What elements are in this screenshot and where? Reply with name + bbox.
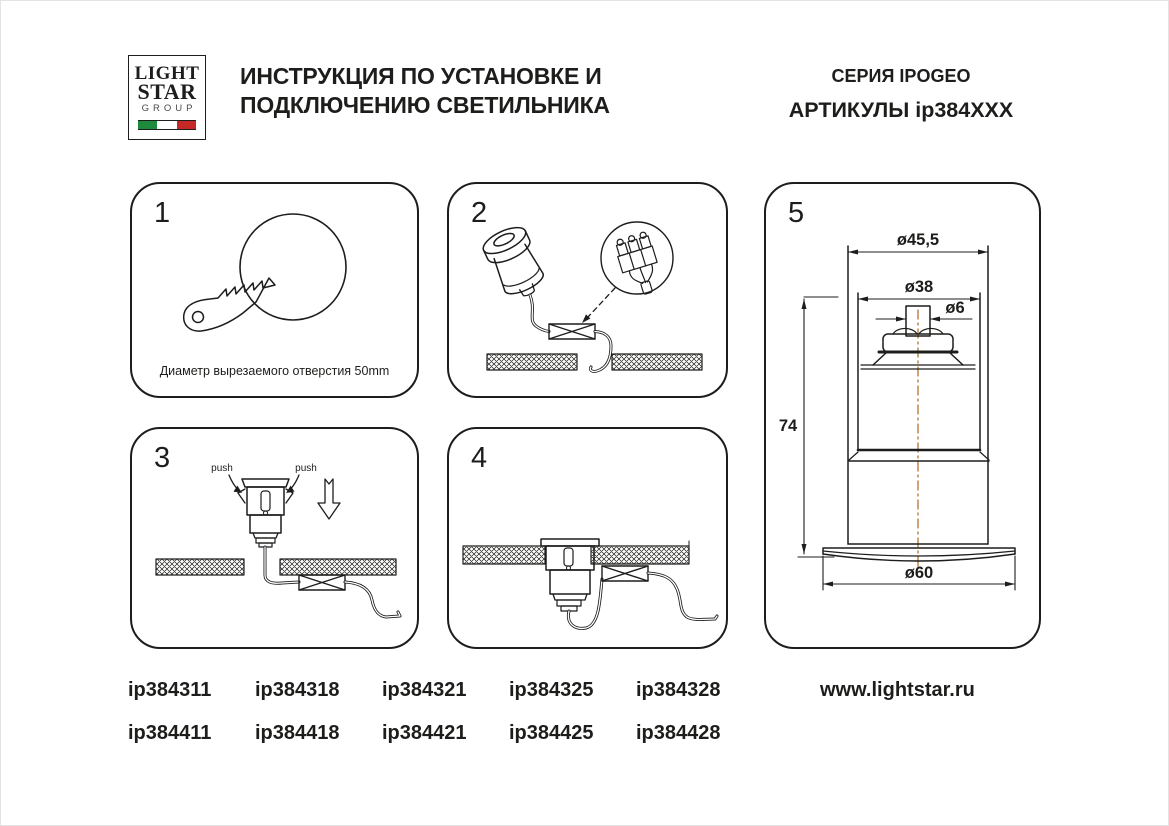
dimension-drawing: [766, 184, 1039, 647]
dim-label-60: ø60: [904, 564, 934, 582]
article-code: ip384318: [255, 679, 340, 701]
connector-box: [299, 575, 345, 590]
wire-inner: [345, 582, 400, 617]
title-line-2: ПОДКЛЮЧЕНИЮ СВЕТИЛЬНИКА: [240, 92, 610, 118]
logo-text-group: GROUP: [141, 103, 197, 114]
step-3-panel: [130, 427, 419, 649]
series-block: [760, 66, 1042, 123]
wiring-illustration: [449, 184, 726, 396]
dim-74: [798, 297, 838, 557]
mounting-surface: [487, 354, 702, 370]
title-line-1: ИНСТРУКЦИЯ ПО УСТАНОВКЕ И: [240, 63, 602, 89]
step-2-number: 2: [471, 197, 488, 229]
installed-lamp-illustration: [449, 429, 726, 647]
wire-inner: [568, 579, 602, 628]
hole-circle: [240, 214, 346, 320]
dim-45-5: [848, 250, 988, 255]
push-label-right: push: [295, 463, 317, 474]
push-install-illustration: [132, 429, 417, 647]
article-code: ip384311: [128, 679, 212, 701]
article-code: ip384418: [255, 722, 340, 744]
dim-label-6: ø6: [945, 299, 965, 317]
article-list-row-2: [128, 722, 763, 745]
wire-inner: [648, 573, 717, 620]
dim-6: [876, 317, 972, 322]
logo-text-star: STAR: [137, 79, 197, 104]
flag-red: [177, 121, 196, 129]
italian-flag-bar: [138, 120, 196, 130]
step-4-number: 4: [471, 442, 488, 474]
saw-handle-hole: [193, 312, 204, 323]
hole-diameter-caption: Диаметр вырезаемого отверстия 50mm: [159, 364, 390, 378]
step-2-panel: [447, 182, 728, 398]
article-code: ip384421: [382, 722, 467, 744]
dimensions-panel: [764, 182, 1041, 649]
flag-white: [157, 121, 176, 129]
lamp-illustration: [480, 222, 551, 304]
flag-green: [138, 121, 157, 129]
push-label-left: push: [211, 463, 233, 474]
article-code: ip384428: [636, 722, 721, 744]
step-1-number: 1: [154, 197, 171, 229]
article-list-row-1: [128, 679, 763, 702]
step-4-panel: [447, 427, 728, 649]
step-1-panel: [130, 182, 419, 398]
article-code: ip384411: [128, 722, 212, 744]
wire: [568, 579, 602, 628]
connector-box: [549, 324, 595, 339]
series-name: СЕРИЯ IPOGEO: [831, 66, 971, 86]
mounting-surface: [463, 541, 689, 564]
article-code: ip384321: [382, 679, 467, 701]
connector-box: [602, 566, 648, 581]
pointer-arrow: [582, 288, 615, 323]
mounting-surface: [156, 559, 396, 575]
article-code: ip384425: [509, 722, 594, 744]
lamp-illustration: [541, 539, 599, 611]
articles-label: АРТИКУЛЫ ip384XXX: [788, 98, 1014, 122]
wire-inner: [590, 332, 611, 372]
dim-label-74: 74: [778, 417, 798, 435]
lamp-illustration: [238, 479, 293, 547]
push-arrow-left: [229, 475, 242, 493]
page-title: [240, 62, 610, 120]
article-code: ip384328: [636, 679, 721, 701]
down-arrow-icon: [318, 479, 340, 519]
logo-text-light: LIGHT: [134, 63, 200, 84]
detail-circle: [601, 222, 673, 294]
website-link: www.lightstar.ru: [820, 679, 975, 701]
lightstar-logo: [128, 55, 206, 140]
dim-label-45-5: ø45,5: [896, 231, 940, 249]
step-3-number: 3: [154, 442, 171, 474]
step-5-number: 5: [788, 197, 805, 229]
dim-label-38: ø38: [904, 278, 934, 296]
article-code: ip384325: [509, 679, 594, 701]
